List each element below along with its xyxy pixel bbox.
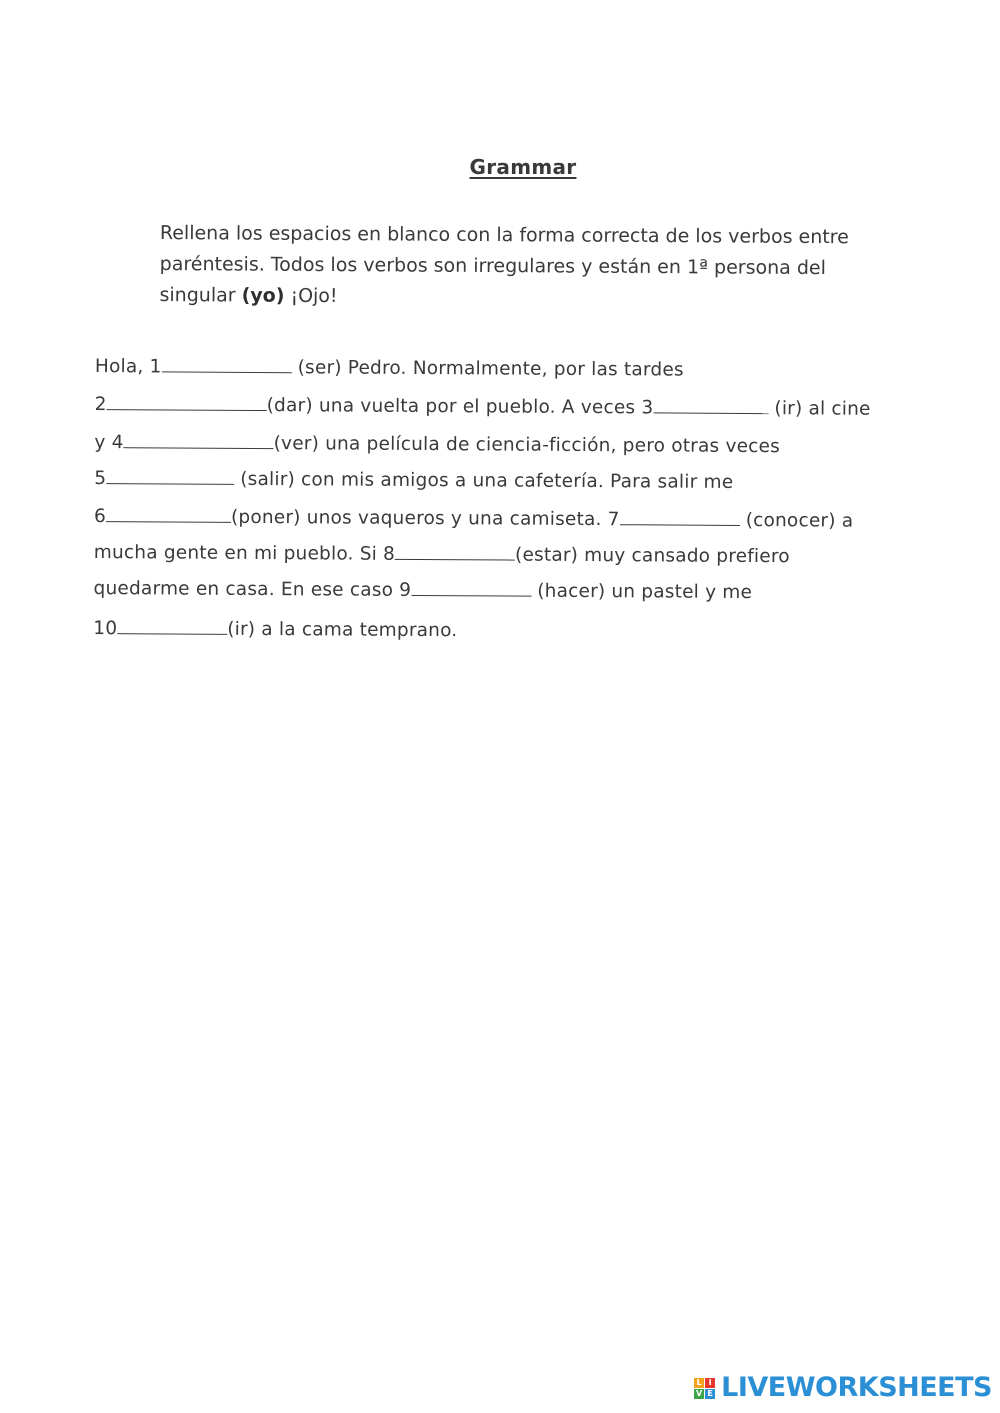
exercise-line-8 xyxy=(93,616,457,641)
logo-tile-i: I xyxy=(705,1378,715,1388)
line-5-text-a: 6 xyxy=(93,505,107,528)
logo-tile-l: L xyxy=(694,1378,704,1388)
line-5-text-b: (poner) unos vaqueros y una camiseta. 7 xyxy=(230,506,620,531)
line-1-text-b: (ser) Pedro. Normalmente, por las tardes xyxy=(291,357,684,381)
liveworksheets-logo-text: LIVEWORKSHEETS xyxy=(721,1372,992,1403)
line-6-text-b: (estar) muy cansado prefiero xyxy=(514,544,790,568)
blank-7[interactable] xyxy=(620,507,740,526)
blank-4[interactable] xyxy=(124,430,274,449)
line-8-text-a: 10 xyxy=(93,617,118,640)
exercise-line-3 xyxy=(94,430,780,457)
blank-3[interactable] xyxy=(653,395,768,414)
blank-8[interactable] xyxy=(395,542,515,561)
worksheet-title: Grammar xyxy=(469,155,577,179)
exercise-line-4 xyxy=(94,466,733,493)
instructions-line-3-end: ¡Ojo! xyxy=(284,284,338,308)
blank-9[interactable] xyxy=(411,578,531,597)
blank-2[interactable] xyxy=(107,392,267,411)
fill-in-exercise xyxy=(93,354,915,642)
instructions-line-1: Rellena los espacios en blanco con la forma correcta de los verbos entre xyxy=(159,221,849,249)
blank-5[interactable] xyxy=(106,466,234,485)
exercise-line-7 xyxy=(94,576,753,603)
logo-tile-e: E xyxy=(705,1389,715,1399)
exercise-line-6 xyxy=(94,540,790,567)
line-8-text-b: (ir) a la cama temprano. xyxy=(227,618,458,642)
line-7-text-a: quedarme en casa. En ese caso 9 xyxy=(93,577,412,601)
line-2-text-a: 2 xyxy=(94,393,107,416)
exercise-line-1 xyxy=(95,354,684,381)
line-1-text-a: Hola, 1 xyxy=(94,355,162,378)
exercise-line-2 xyxy=(95,392,871,420)
line-3-text-b: (ver) una película de ciencia-ficción, pero otras veces xyxy=(273,433,781,458)
blank-1[interactable] xyxy=(162,354,292,373)
line-3-text-a: y 4 xyxy=(94,431,124,454)
blank-10[interactable] xyxy=(117,616,227,635)
instructions-line-3-start: singular xyxy=(159,283,242,307)
line-2-text-c: (ir) al cine xyxy=(768,398,871,420)
line-6-text-a: mucha gente en mi pueblo. Si 8 xyxy=(93,541,396,565)
liveworksheets-logo-icon xyxy=(694,1378,715,1399)
line-4-text-b: (salir) con mis amigos a una cafetería. Para salir me xyxy=(234,468,734,493)
instructions xyxy=(159,218,880,315)
instructions-line-3 xyxy=(159,280,879,315)
exercise-line-5 xyxy=(94,504,853,532)
line-4-text-a: 5 xyxy=(94,467,107,490)
line-7-text-b: (hacer) un pastel y me xyxy=(531,580,753,604)
blank-6[interactable] xyxy=(106,504,231,523)
liveworksheets-logo xyxy=(694,1373,992,1403)
instructions-emphasis: (yo) xyxy=(241,284,285,307)
instructions-line-2: paréntesis. Todos los verbos son irregulares y están en 1ª persona del xyxy=(159,252,826,280)
line-2-text-b: (dar) una vuelta por el pueblo. A veces 3 xyxy=(266,395,654,419)
logo-tile-v: V xyxy=(696,1388,703,1398)
line-5-text-c: (conocer) a xyxy=(739,509,854,532)
